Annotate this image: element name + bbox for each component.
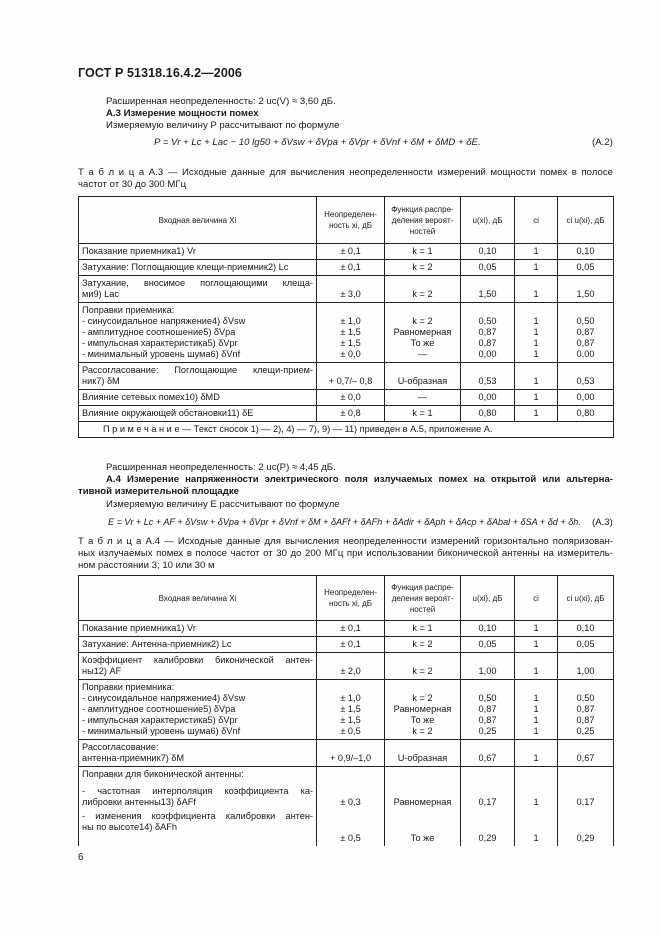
table-row: Рассогласование: Поглощающие клещи-прием- ник7) δM + 0,7/– 0,8 U-образная 0,53 1 0,53	[79, 363, 614, 390]
col-distribution: Функция распре- деления вероят- ностей	[385, 576, 461, 621]
col-u: u(xi), дБ	[461, 197, 515, 244]
table-row: Рассогласование: антенна-приемник7) δM + 0,9/–1,0 U-образная 0,67 1 0,67	[79, 740, 614, 767]
section-a4-title: А.4 Измерение напряженности электрического поля излучаемых помех на открытой или альтерна- тивной измерительной площадке	[78, 474, 613, 497]
section-a3-lead: Измеряемую величину P рассчитывают по формуле	[106, 120, 340, 131]
col-u: u(xi), дБ	[461, 576, 515, 621]
formula-a2: P = Vr + Lc + Lac − 10 lg50 + δVsw + δVpa + δVpr + δVnf + δM + δMD + δE.	[154, 137, 481, 148]
table-row: Поправки для биконической антенны: - частотная интерполяция коэффициента ка- либровки антенны13) δAFf - изменения коэффициента калибровки антен- ны по высоте14) δAFh ± 0,3 ± 0,5 Равномерная То же 0,17 0,29 1 1 0,17 0,29	[79, 767, 614, 847]
table-row: Затухание: Поглощающие клещи-приемник2) Lc ± 0,1 k = 2 0,05 1 0,05	[79, 260, 614, 276]
table-a4	[78, 575, 614, 846]
col-c: ci	[515, 197, 558, 244]
table-a3-caption-line1: Т а б л и ц а А.3 — Исходные данные для вычисления неопределенности измерений мощности помех в полосе	[78, 167, 613, 178]
table-row: Коэффициент калибровки биконической антен- ны12) AF ± 2,0 k = 2 1,00 1 1,00	[79, 653, 614, 680]
col-cu: ci u(xi), дБ	[558, 197, 614, 244]
col-input: Входная величина Xi	[79, 576, 317, 621]
table-header-row	[79, 197, 614, 244]
col-c: ci	[515, 576, 558, 621]
table-a3	[78, 196, 614, 438]
table-header-row	[79, 576, 614, 621]
table-row: Затухание: Антенна-приемник2) Lc ± 0,1 k = 2 0,05 1 0,05	[79, 637, 614, 653]
table-row: Поправки приемника: - синусоидальное напряжение4) δVsw - амплитудное соотношение5) δVpa - импульсная характеристика5) δVpr - минимальный уровень шума6) δVnf ± 1,0 ± 1,5 ± 1,5 ± 0,5 k = 2 Равномерная То же k = 2 0,50 0,87 0,87 0,25 1 1 1 1 0,50 0,87 0,87 0,25	[79, 680, 614, 740]
table-row: Затухание, вносимое поглощающими клеща- ми9) Lac ± 3,0 k = 2 1,50 1 1,50	[79, 276, 614, 303]
table-row: Влияние сетевых помех10) δMD ± 0,0 — 0,00 1 0,00	[79, 390, 614, 406]
table-row: Влияние окружающей обстановки11) δE ± 0,8 k = 1 0,80 1 0,80	[79, 406, 614, 422]
table-row: Показание приемника1) Vr ± 0,1 k = 1 0,10 1 0,10	[79, 621, 614, 637]
table-row: Поправки приемника: - синусоидальное напряжение4) δVsw - амплитудное соотношение5) δVpa - импульсная характеристика5) δVpr - минимальный уровень шума6) δVnf ± 1,0 ± 1,5 ± 1,5 ± 0,0 k = 2 Равномерная То же — 0,50 0,87 0,87 0,00 1 1 1 1 0,50 0,87 0,87 0,00	[79, 303, 614, 363]
page-number: 6	[78, 852, 84, 863]
col-uncertainty: Неопределен- ность xi, дБ	[317, 197, 385, 244]
table-a3-caption	[78, 167, 613, 191]
section-a4-lead: Измеряемую величину E рассчитывают по формуле	[106, 499, 340, 510]
table-note: П р и м е ч а н и е — Текст сносок 1) — 2), 4) — 7), 9) — 11) приведен в А.5, приложение А.	[79, 422, 614, 438]
expanded-uncertainty-1: Расширенная неопределенность: 2 uc(V) ≈ 3,60 дБ.	[106, 96, 336, 107]
table-row: Показание приемника1) Vr ± 0,1 k = 1 0,10 1 0,10	[79, 244, 614, 260]
expanded-uncertainty-2: Расширенная неопределенность: 2 uc(P) ≈ 4,45 дБ.	[106, 462, 336, 473]
section-a3-title: А.3 Измерение мощности помех	[106, 108, 259, 119]
col-distribution: Функция распре- деления вероят- ностей	[385, 197, 461, 244]
formula-a2-number: (А.2)	[592, 137, 613, 148]
col-cu: ci u(xi), дБ	[558, 576, 614, 621]
table-a4-caption: Т а б л и ц а А.4 — Исходные данные для вычисления неопределенности измерений горизонтально поляризован- ных излучаемых помех в полосе частот от 30 до 200 МГц при использовании биконической антенны на измеритель- ном расстоянии 3; 10 или 30 м	[78, 536, 613, 571]
formula-a3-number: (А.3)	[592, 517, 613, 528]
document-header: ГОСТ Р 51318.16.4.2—2006	[78, 66, 242, 80]
col-input: Входная величина Xi	[79, 197, 317, 244]
col-uncertainty: Неопределен- ность xi, дБ	[317, 576, 385, 621]
table-note-row	[79, 422, 614, 438]
table-a3-caption-line2: частот от 30 до 300 МГц	[78, 179, 187, 190]
formula-a3: E = Vr + Lc + AF + δVsw + δVpa + δVpr + δVnf + δM + δAFf + δAFh + δAdir + δAph + δAcp + δAbal + δSA + δd + δh.	[108, 517, 581, 527]
